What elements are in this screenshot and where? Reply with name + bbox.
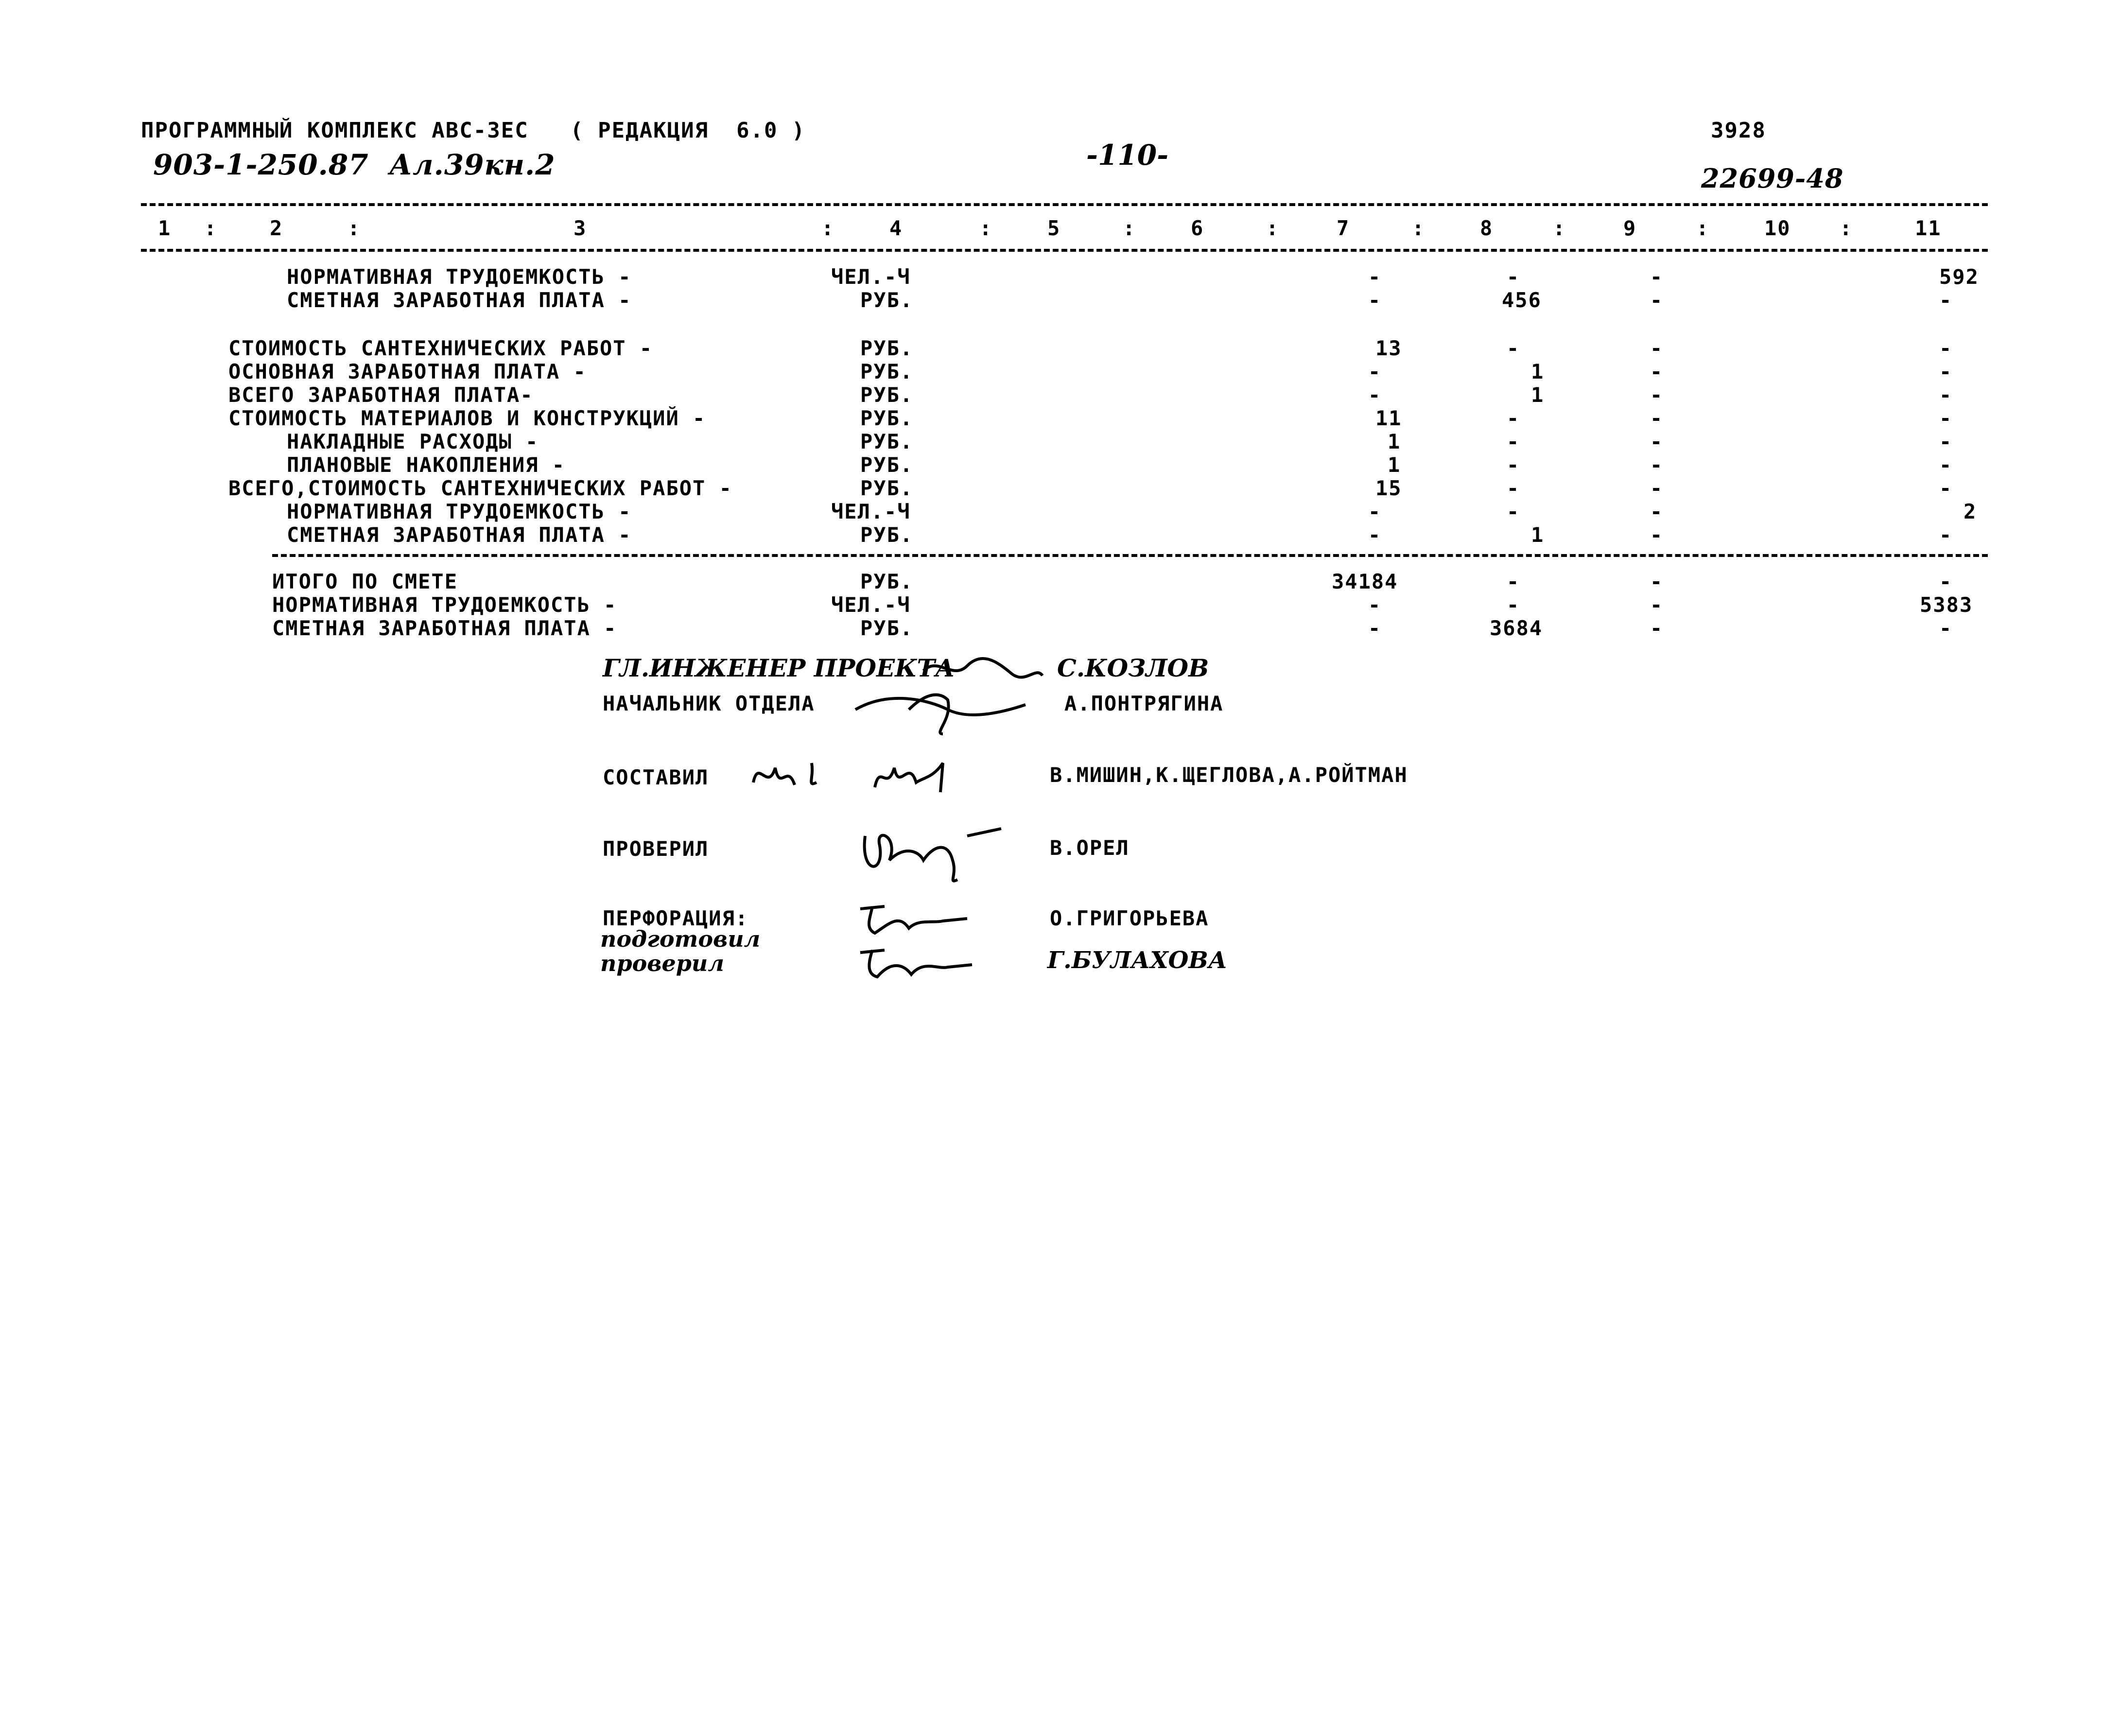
checked-role: ПРОВЕРИЛ [603, 837, 709, 861]
table-row: СМЕТНАЯ ЗАРАБОТНАЯ ПЛАТА - РУБ. - 456 - - [287, 288, 1953, 312]
top-rule [141, 203, 1988, 206]
table-row: НАКЛАДНЫЕ РАСХОДЫ - РУБ. 1 - - - [287, 430, 1953, 453]
checked-signature [855, 816, 1011, 889]
handwritten-reference: 903-1-250.87 Ал.39кн.2 [153, 148, 556, 181]
composed-names: В.МИШИН,К.ЩЕГЛОВА,А.РОЙТМАН [1050, 763, 1408, 787]
perforation-signature [855, 899, 982, 938]
perforation-role: ПЕРФОРАЦИЯ: [603, 906, 749, 930]
table-row: ИТОГО ПО СМЕТЕ РУБ. 34184 - - - [272, 570, 1953, 593]
col-header-11: 11 [1915, 216, 1942, 240]
table-row: ВСЕГО,СТОИМОСТЬ САНТЕХНИЧЕСКИХ РАБОТ - РУБ. 15 - - - [228, 476, 1953, 500]
col-header-10: 10 [1764, 216, 1791, 240]
dept-head-signature [851, 680, 1055, 739]
col-header-9: 9 [1623, 216, 1637, 240]
col-header-6: 6 [1191, 216, 1204, 240]
col-header-7: 7 [1337, 216, 1350, 240]
prepared-role: подготовил [600, 926, 761, 952]
table-row: НОРМАТИВНАЯ ТРУДОЕМКОСТЬ - ЧЕЛ.-Ч - - - 2 [287, 500, 1977, 523]
checked-name: В.ОРЕЛ [1050, 836, 1130, 860]
verified-role: проверил [600, 950, 725, 976]
document-code: 3928 [1711, 118, 1766, 143]
verified-name: Г.БУЛАХОВА [1047, 947, 1228, 974]
table-row: ПЛАНОВЫЕ НАКОПЛЕНИЯ - РУБ. 1 - - - [287, 453, 1953, 477]
table-row: НОРМАТИВНАЯ ТРУДОЕМКОСТЬ - ЧЕЛ.-Ч - - - 5383 [272, 593, 1973, 617]
dept-head-name: А.ПОНТРЯГИНА [1064, 692, 1224, 715]
verified-signature [855, 940, 982, 984]
handwritten-number: 22699-48 [1701, 163, 1844, 194]
col-header-1: 1 [158, 216, 172, 240]
col-header-2: 2 [270, 216, 283, 240]
chief-engineer-role: ГЛ.ИНЖЕНЕР ПРОЕКТА [603, 654, 955, 682]
perforation-name: О.ГРИГОРЬЕВА [1050, 906, 1209, 930]
table-row: СТОИМОСТЬ МАТЕРИАЛОВ И КОНСТРУКЦИЙ - РУБ. 11 - - - [228, 406, 1953, 430]
table-row: СМЕТНАЯ ЗАРАБОТНАЯ ПЛАТА - РУБ. - 3684 - - [272, 616, 1953, 640]
totals-rule [272, 554, 1988, 557]
table-row: СТОИМОСТЬ САНТЕХНИЧЕСКИХ РАБОТ - РУБ. 13 - - - [228, 336, 1953, 360]
table-row: ВСЕГО ЗАРАБОТНАЯ ПЛАТА- РУБ. - 1 - - [228, 383, 1953, 407]
chief-engineer-name: С.КОЗЛОВ [1057, 654, 1209, 682]
table-row: СМЕТНАЯ ЗАРАБОТНАЯ ПЛАТА - РУБ. - 1 - - [287, 523, 1953, 547]
col-header-4: 4 [889, 216, 903, 240]
composed-signatures [748, 748, 982, 807]
col-header-5: 5 [1047, 216, 1061, 240]
table-row: НОРМАТИВНАЯ ТРУДОЕМКОСТЬ - ЧЕЛ.-Ч - - - 592 [287, 265, 1979, 289]
table-row: ОСНОВНАЯ ЗАРАБОТНАЯ ПЛАТА - РУБ. - 1 - - [228, 360, 1953, 383]
col-header-3: 3 [573, 216, 587, 240]
dept-head-role: НАЧАЛЬНИК ОТДЕЛА [603, 692, 815, 715]
col-header-8: 8 [1480, 216, 1494, 240]
composed-role: СОСТАВИЛ [603, 765, 709, 789]
header-bottom-rule [141, 249, 1988, 252]
page-number: -110- [1086, 139, 1169, 172]
program-header: ПРОГРАММНЫЙ КОМПЛЕКС АВС-ЗЕС ( РЕДАКЦИЯ 6.0 ) [141, 118, 806, 143]
